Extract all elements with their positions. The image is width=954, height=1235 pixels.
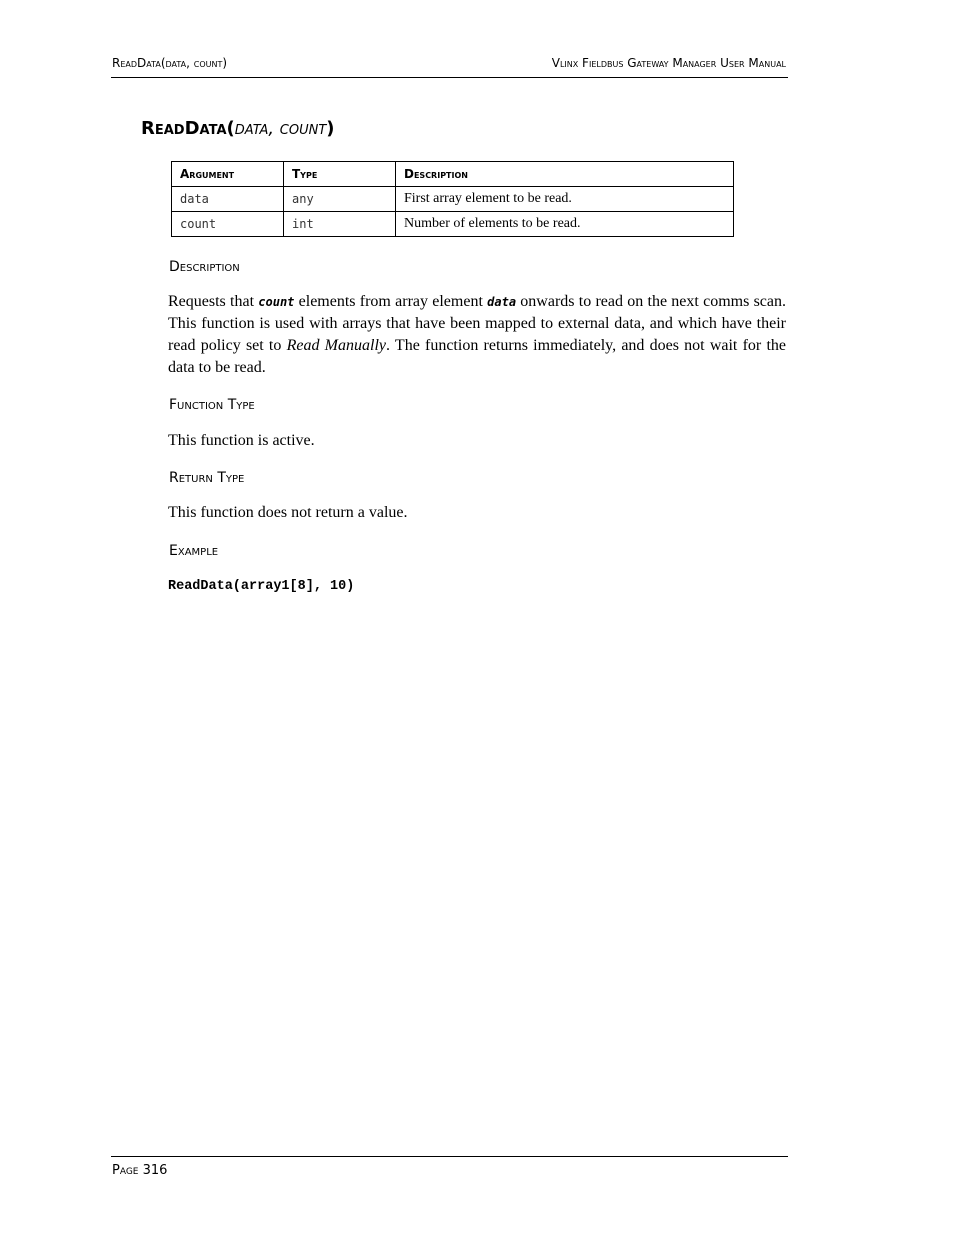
- return-type-heading: Return Type: [169, 470, 245, 486]
- type-cell: any: [284, 187, 396, 212]
- inline-code-count: count: [258, 295, 295, 309]
- table-row: [172, 187, 734, 212]
- function-title: [141, 118, 335, 139]
- argument-cell: count: [172, 212, 284, 237]
- inline-code-data: data: [487, 295, 517, 309]
- header-manual-title: Vlinx Fieldbus Gateway Manager User Manual: [551, 56, 786, 70]
- function-name: ReadData(: [141, 118, 235, 139]
- return-type-text: This function does not return a value.: [168, 504, 408, 521]
- description-text: onwards to read on the next comms scan. This function is used with arrays that have been mapped to external data, and which have their read policy set to: [168, 293, 787, 354]
- description-heading: Description: [169, 259, 240, 275]
- column-header-argument: Argument: [172, 162, 284, 187]
- column-header-type: Type: [284, 162, 396, 187]
- description-cell: First array element to be read.: [396, 187, 734, 212]
- function-close-paren: ): [326, 118, 335, 139]
- page-number: [112, 1163, 167, 1178]
- page-header: [111, 55, 788, 78]
- page-label: Page: [112, 1163, 139, 1178]
- argument-cell: data: [172, 187, 284, 212]
- emphasis-read-manually: Read Manually: [286, 337, 386, 354]
- table-header-row: [172, 162, 734, 187]
- table-row: [172, 212, 734, 237]
- description-cell: Number of elements to be read.: [396, 212, 734, 237]
- function-type-text: This function is active.: [168, 432, 315, 449]
- description-text: . The function returns immediately, and does not wait for the data to be read.: [168, 337, 786, 376]
- description-text: elements from array element: [294, 293, 488, 310]
- example-code: ReadData(array1[8], 10): [168, 579, 355, 594]
- description-text: Requests that: [168, 293, 259, 310]
- function-type-heading: Function Type: [169, 397, 255, 413]
- function-args: data, count: [234, 118, 327, 139]
- arguments-table: [171, 161, 734, 237]
- page-number-value: 316: [142, 1163, 168, 1178]
- header-section-title: ReadData(data, count): [112, 56, 228, 70]
- type-cell: int: [284, 212, 396, 237]
- page-footer: [111, 1156, 788, 1178]
- example-heading: Example: [169, 543, 219, 559]
- column-header-description: Description: [396, 162, 734, 187]
- description-paragraph: [168, 291, 786, 379]
